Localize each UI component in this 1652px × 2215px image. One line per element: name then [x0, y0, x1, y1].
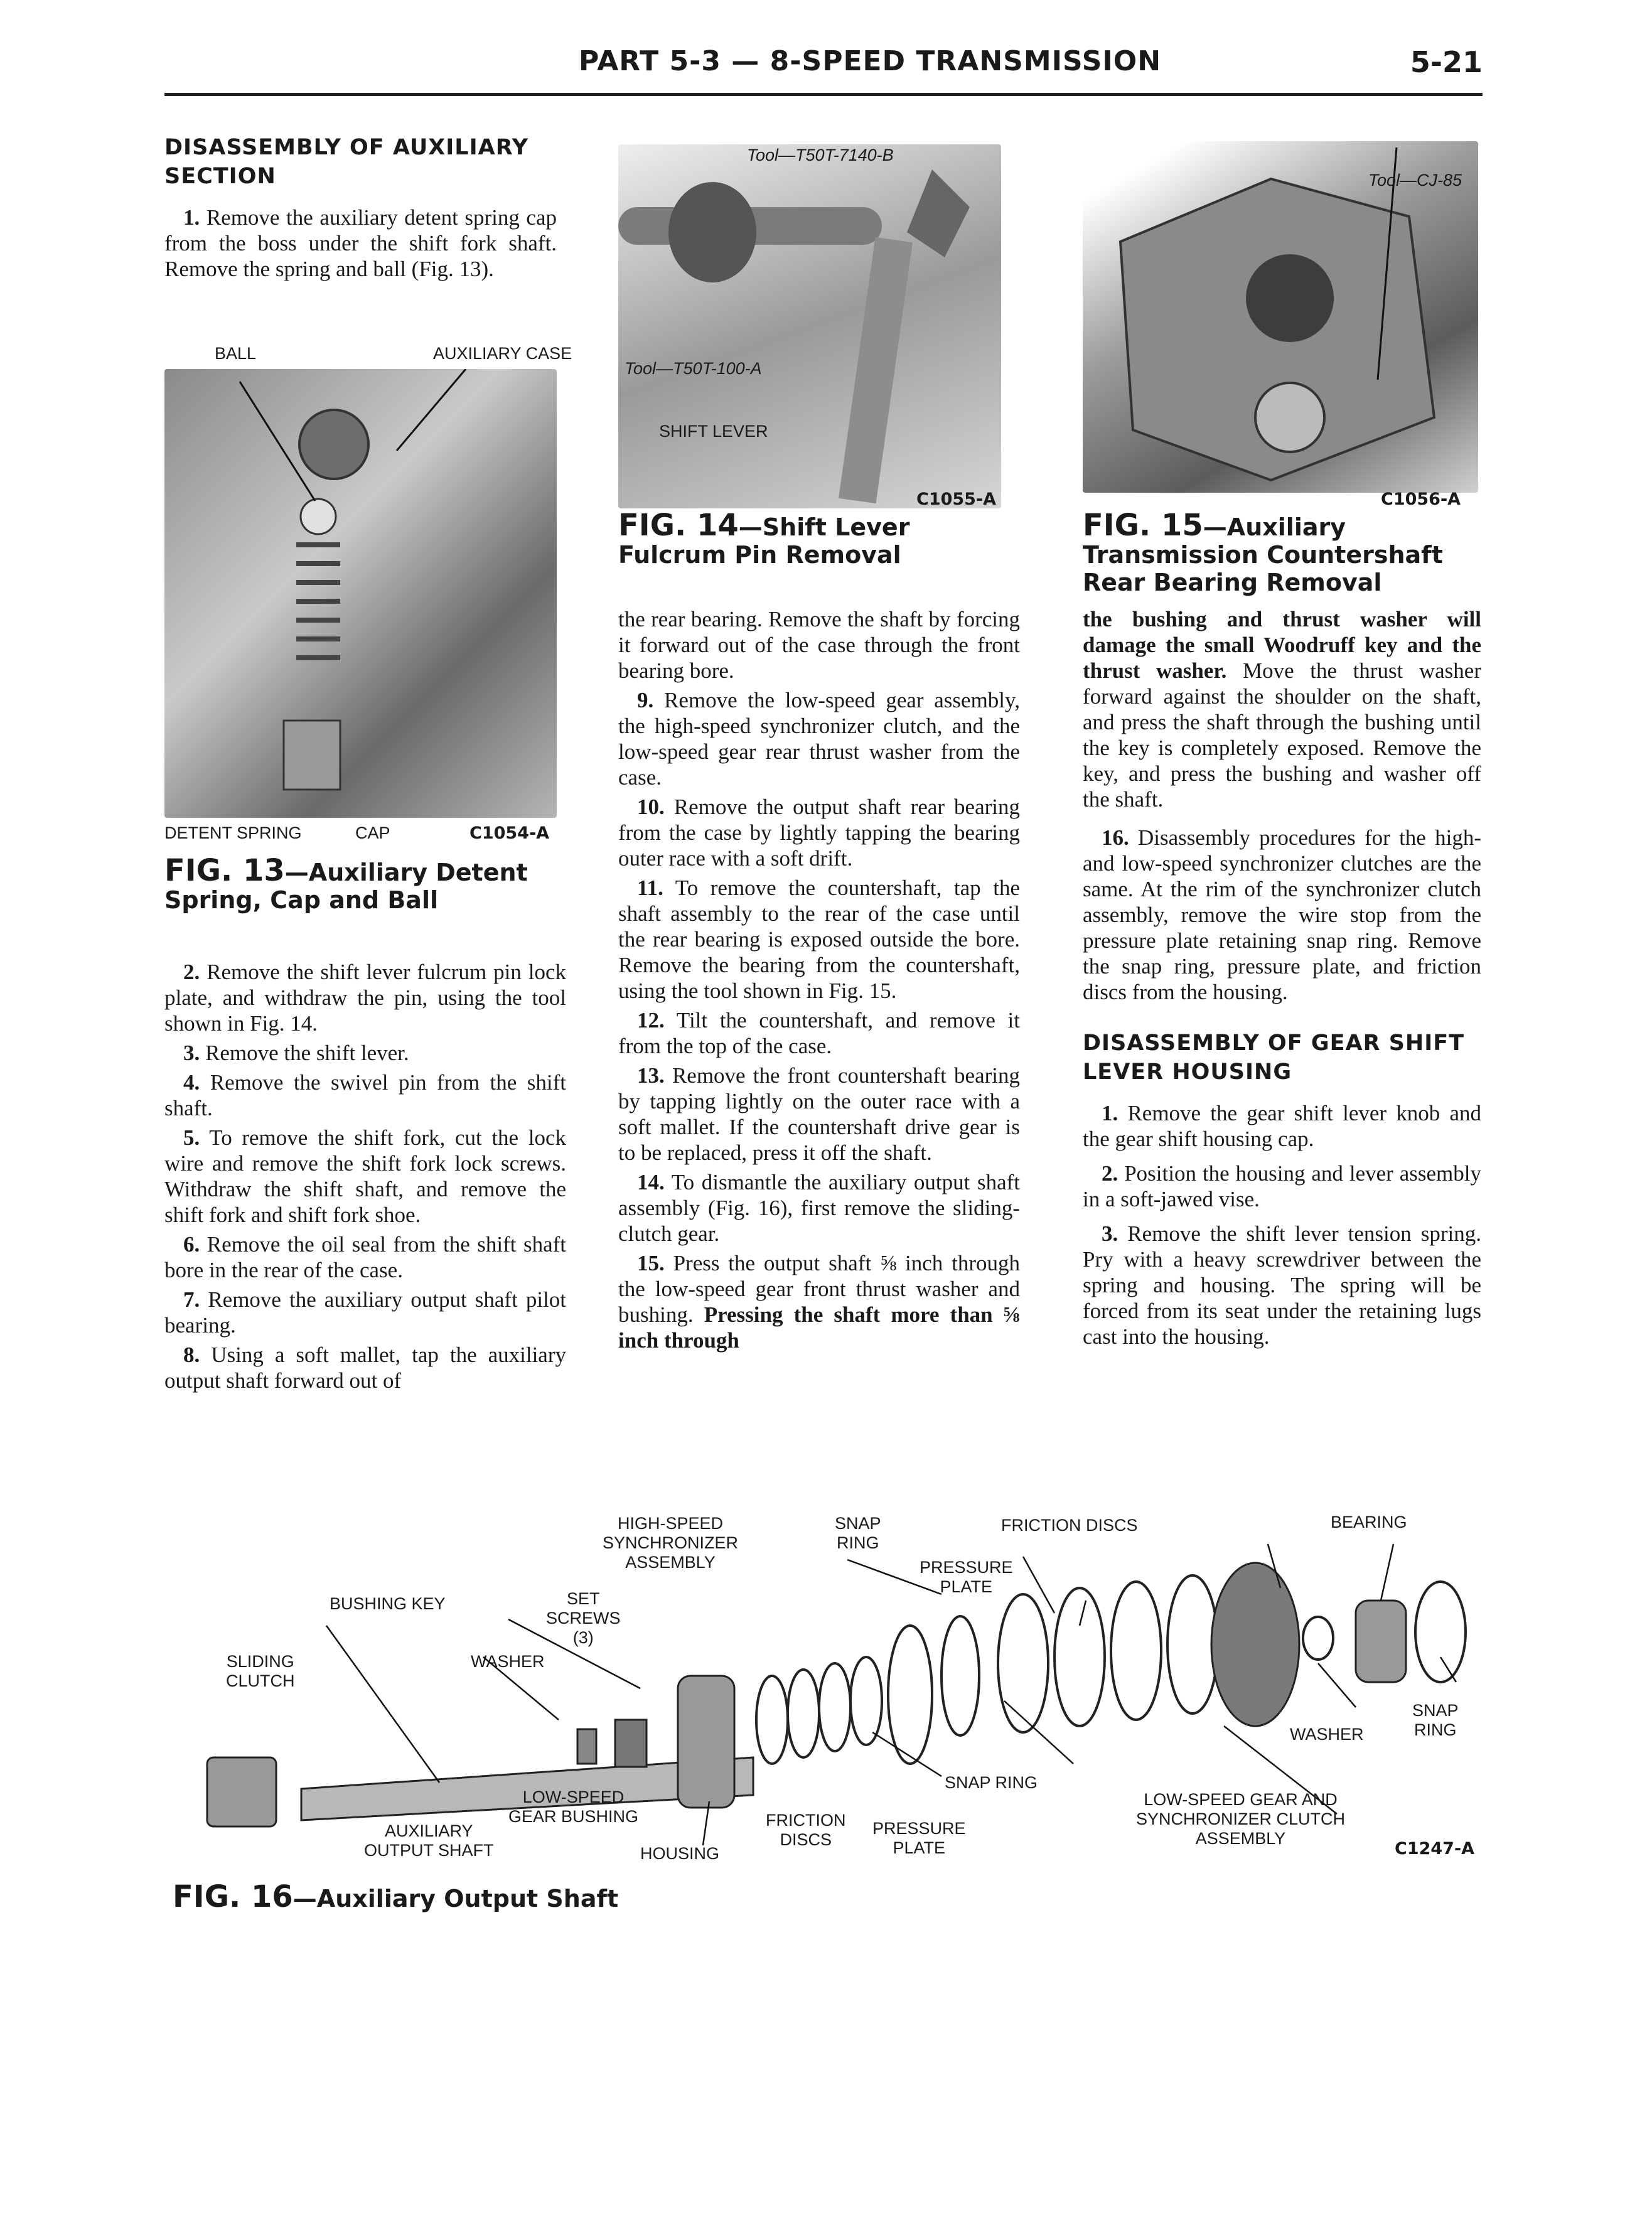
- fig16-label-sliding-clutch: SLIDING CLUTCH: [226, 1652, 295, 1690]
- lever-step-2: 2. Position the housing and lever assembly in a soft-jawed vise.: [1083, 1161, 1482, 1211]
- fig14-caption: FIG. 14—Shift Lever Fulcrum Pin Removal: [618, 508, 910, 569]
- fig14-photo: [618, 144, 1001, 508]
- fig16-label-friction-discs-top: FRICTION DISCS: [1001, 1516, 1138, 1535]
- page-header: [164, 39, 1483, 92]
- step-5: 5. To remove the shift fork, cut the lock wire and remove the shift fork lock screws. Withdraw the shift shaft, and remove the shift fork and shift fork shoe.: [164, 1125, 566, 1227]
- fig16-code: C1247-A: [1395, 1839, 1475, 1858]
- column-1-top: [164, 133, 557, 286]
- header-title: PART 5-3 — 8-SPEED TRANSMISSION: [579, 45, 1162, 77]
- step-14: 14. To dismantle the auxiliary output shaft assembly (Fig. 16), first remove the sliding-clutch gear.: [618, 1170, 1020, 1246]
- step-16: 16. Disassembly procedures for the high- and low-speed synchronizer clutches are the same. At the rim of the synchronizer clutch assembly, remove the wire stop from the pressure plate retaining snap ring. Remove the snap ring, pressure plate, and friction discs from the housing.: [1083, 825, 1481, 1004]
- fig16-label-snap-ring-top: SNAP RING: [835, 1514, 881, 1552]
- page-number: 5-21: [1410, 45, 1483, 79]
- shift-lever-tool-illustration: [618, 144, 1001, 508]
- fig15-photo: [1083, 141, 1478, 493]
- fig16-label-set-screws: SET SCREWS (3): [546, 1589, 621, 1647]
- fig14-label-tool-2: Tool—T50T-100-A: [625, 359, 762, 378]
- lever-step-1: 1. Remove the gear shift lever knob and the gear shift housing cap.: [1083, 1101, 1481, 1151]
- section-heading-auxiliary: DISASSEMBLY OF AUXILIARY SECTION: [164, 135, 529, 189]
- fig14-code: C1055-A: [916, 490, 997, 509]
- fig14-label-shift-lever: SHIFT LEVER: [659, 422, 768, 441]
- fig13-label-spring: DETENT SPRING: [164, 823, 302, 842]
- column-3: [1083, 606, 1481, 1353]
- step-3: 3. Remove the shift lever.: [183, 1041, 409, 1065]
- fig16-label-snap-ring-right: SNAP RING: [1412, 1701, 1459, 1739]
- step-11: 11. To remove the countershaft, tap the shaft assembly to the rear of the case until the rear bearing is exposed outside the bore. Remove the bearing from the countershaft, using the tool shown in Fig. 15.: [618, 876, 1020, 1003]
- fig16-label-low-speed-gear-assembly: LOW-SPEED GEAR AND SYNCHRONIZER CLUTCH ASSEMBLY: [1136, 1790, 1346, 1848]
- step-6: 6. Remove the oil seal from the shift shaft bore in the rear of the case.: [164, 1232, 567, 1282]
- step-13: 13. Remove the front countershaft bearing by tapping lightly on the outer race with a soft mallet. If the countershaft drive gear is to be replaced, press it off the shaft.: [618, 1063, 1021, 1165]
- fig16-label-high-speed-synchronizer: HIGH-SPEED SYNCHRONIZER ASSEMBLY: [603, 1514, 739, 1572]
- section-heading-gear-shift: DISASSEMBLY OF GEAR SHIFT LEVER HOUSING: [1083, 1031, 1465, 1085]
- step-7: 7. Remove the auxiliary output shaft pilot bearing.: [164, 1287, 567, 1338]
- fig16-label-bearing: BEARING: [1331, 1513, 1407, 1531]
- fig16-label-snap-ring-middle: SNAP RING: [945, 1773, 1038, 1792]
- fig13-label-ball: BALL: [215, 344, 257, 363]
- step-4: 4. Remove the swivel pin from the shift shaft.: [164, 1070, 566, 1120]
- fig16-label-washer-left: WASHER: [471, 1652, 545, 1671]
- fig16-label-pressure-plate-bottom: PRESSURE PLATE: [872, 1819, 966, 1857]
- auxiliary-case-illustration: [1083, 141, 1478, 493]
- fig16-label-washer-right: WASHER: [1290, 1725, 1364, 1744]
- fig15-label-tool: Tool—CJ-85: [1368, 171, 1462, 190]
- lever-step-3: 3. Remove the shift lever tension spring. Pry with a heavy screwdriver between the spring and housing. The spring will be forced from its seat under the retaining lugs cast into the housing.: [1083, 1221, 1481, 1349]
- step-15: 15. Press the output shaft ⅝ inch through the low-speed gear front thrust washer and bushing. Pressing the shaft more than ⅝ inch through: [618, 1251, 1021, 1353]
- detent-spring-illustration: [164, 369, 557, 818]
- step-9: 9. Remove the low-speed gear assembly, the high-speed synchronizer clutch, and the low-speed gear rear thrust washer from the case.: [618, 688, 1021, 790]
- step-15-continued: the bushing and thrust washer will damage the small Woodruff key and the thrust washer. Move the thrust washer forward against the shoulder on the shaft, and press the shaft through the bushing until the key is completely exposed. Remove the key, and press the bushing and washer off the shaft.: [1083, 607, 1481, 812]
- fig15-code: C1056-A: [1381, 490, 1461, 509]
- fig16-caption: FIG. 16—Auxiliary Output Shaft: [173, 1879, 619, 1914]
- fig16-label-pressure-plate-top: PRESSURE PLATE: [920, 1558, 1013, 1596]
- step-8-continued: the rear bearing. Remove the shaft by forcing it forward out of the case through the front bearing bore.: [618, 607, 1020, 683]
- fig13-label-case: AUXILIARY CASE: [433, 344, 572, 363]
- step-1: 1. Remove the auxiliary detent spring cap from the boss under the shift fork shaft. Remove the spring and ball (Fig. 13).: [164, 205, 557, 281]
- fig16-label-low-speed-gear-bushing: LOW-SPEED GEAR BUSHING: [508, 1788, 639, 1826]
- fig13-photo: [164, 369, 557, 818]
- fig15-caption: FIG. 15—Auxiliary Transmission Countershaft Rear Bearing Removal: [1083, 508, 1443, 596]
- column-1-bottom: [164, 959, 566, 1397]
- fig13-code: C1054-A: [469, 823, 550, 843]
- step-10: 10. Remove the output shaft rear bearing from the case by lightly tapping the bearing outer race with a soft drift.: [618, 795, 1021, 871]
- fig13-label-cap: CAP: [355, 823, 390, 842]
- fig16-label-auxiliary-output-shaft: AUXILIARY OUTPUT SHAFT: [364, 1821, 494, 1860]
- step-12: 12. Tilt the countershaft, and remove it from the top of the case.: [618, 1008, 1020, 1058]
- fig13-caption: FIG. 13—Auxiliary Detent Spring, Cap and Ball: [164, 853, 528, 914]
- header-rule: [164, 93, 1483, 96]
- column-2: [618, 606, 1020, 1357]
- fig14-label-tool-1: Tool—T50T-7140-B: [747, 146, 894, 164]
- fig16-label-housing: HOUSING: [640, 1844, 720, 1863]
- fig16-label-friction-discs-bottom: FRICTION DISCS: [766, 1811, 846, 1849]
- fig16-label-bushing-key: BUSHING KEY: [330, 1594, 446, 1613]
- step-2: 2. Remove the shift lever fulcrum pin lock plate, and withdraw the pin, using the tool shown in Fig. 14.: [164, 960, 566, 1036]
- step-8: 8. Using a soft mallet, tap the auxiliary output shaft forward out of: [164, 1343, 566, 1393]
